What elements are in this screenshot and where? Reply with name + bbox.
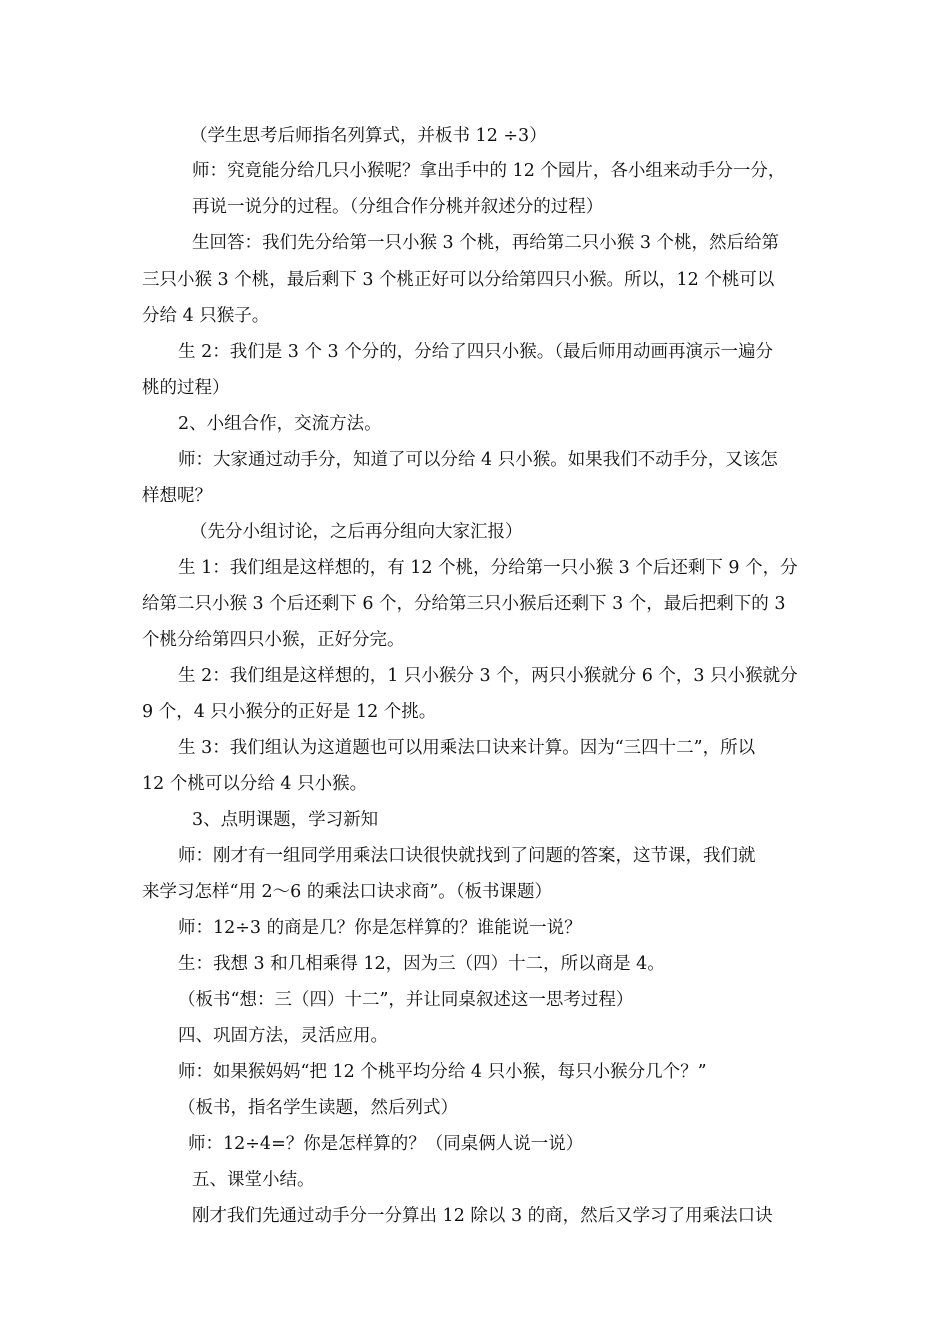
text-line: 生 1：我们组是这样想的，有 12 个桃，分给第一只小猴 3 个后还剩下 9 个，分 bbox=[178, 558, 798, 578]
text-line: （板书，指名学生读题，然后列式） bbox=[178, 1098, 458, 1118]
text-line: 师：究竟能分给几只小猴呢？拿出手中的 12 个园片，各小组来动手分一分， bbox=[192, 161, 786, 181]
text-line: 给第二只小猴 3 个后还剩下 6 个，分给第三只小猴后还剩下 3 个，最后把剩下的 3 bbox=[142, 594, 786, 614]
text-line: 12 个桃可以分给 4 只小猴。 bbox=[142, 774, 368, 794]
text-line: 2、小组合作，交流方法。 bbox=[178, 414, 382, 434]
text-line: 生：我想 3 和几相乘得 12，因为三（四）十二，所以商是 4。 bbox=[178, 954, 665, 974]
text-line: 生回答：我们先分给第一只小猴 3 个桃，再给第二只小猴 3 个桃，然后给第 bbox=[192, 233, 780, 253]
text-line: 桃的过程） bbox=[142, 378, 230, 398]
text-line: 师：12÷3 的商是几？你是怎样算的？谁能说一说？ bbox=[178, 918, 582, 938]
text-line: 再说一说分的过程。（分组合作分桃并叙述分的过程） bbox=[192, 197, 604, 217]
text-line: （板书“想：三（四）十二”，并让同桌叙述这一思考过程） bbox=[178, 990, 634, 1010]
text-line: 四、巩固方法，灵活应用。 bbox=[178, 1026, 388, 1046]
text-line: 3、点明课题，学习新知 bbox=[192, 810, 379, 830]
text-line: 9 个，4 只小猴分的正好是 12 个挑。 bbox=[142, 702, 437, 722]
text-line: 来学习怎样“用 2～6 的乘法口诀求商”。（板书课题） bbox=[142, 882, 553, 902]
text-line: 师：12÷4=？你是怎样算的？（同桌俩人说一说） bbox=[188, 1134, 584, 1154]
text-line: 分给 4 只猴子。 bbox=[142, 306, 270, 326]
text-line: （先分小组讨论，之后再分组向大家汇报） bbox=[190, 522, 523, 542]
text-line: 个桃分给第四只小猴，正好分完。 bbox=[142, 630, 405, 650]
text-line: 生 2：我们是 3 个 3 个分的，分给了四只小猴。（最后师用动画再演示一遍分 bbox=[178, 342, 773, 362]
text-line: 生 3：我们组认为这道题也可以用乘法口诀来计算。因为“三四十二”，所以 bbox=[178, 738, 756, 758]
text-line: 生 2：我们组是这样想的，1 只小猴分 3 个，两只小猴就分 6 个，3 只小猴就分 bbox=[178, 666, 798, 686]
text-line: 师：如果猴妈妈“把 12 个桃平均分给 4 只小猴，每只小猴分几个？” bbox=[178, 1062, 707, 1082]
text-line: 五、课堂小结。 bbox=[192, 1170, 315, 1190]
text-line: 师：刚才有一组同学用乘法口诀很快就找到了问题的答案，这节课，我们就 bbox=[178, 846, 756, 866]
text-line: （学生思考后师指名列算式，并板书 12 ÷3） bbox=[190, 126, 547, 146]
text-line: 三只小猴 3 个桃，最后剩下 3 个桃正好可以分给第四只小猴。所以，12 个桃可以 bbox=[142, 270, 775, 290]
text-line: 样想呢？ bbox=[142, 486, 212, 506]
text-line: 刚才我们先通过动手分一分算出 12 除以 3 的商，然后又学习了用乘法口诀 bbox=[192, 1206, 773, 1226]
text-line: 师：大家通过动手分，知道了可以分给 4 只小猴。如果我们不动手分，又该怎 bbox=[178, 450, 778, 470]
